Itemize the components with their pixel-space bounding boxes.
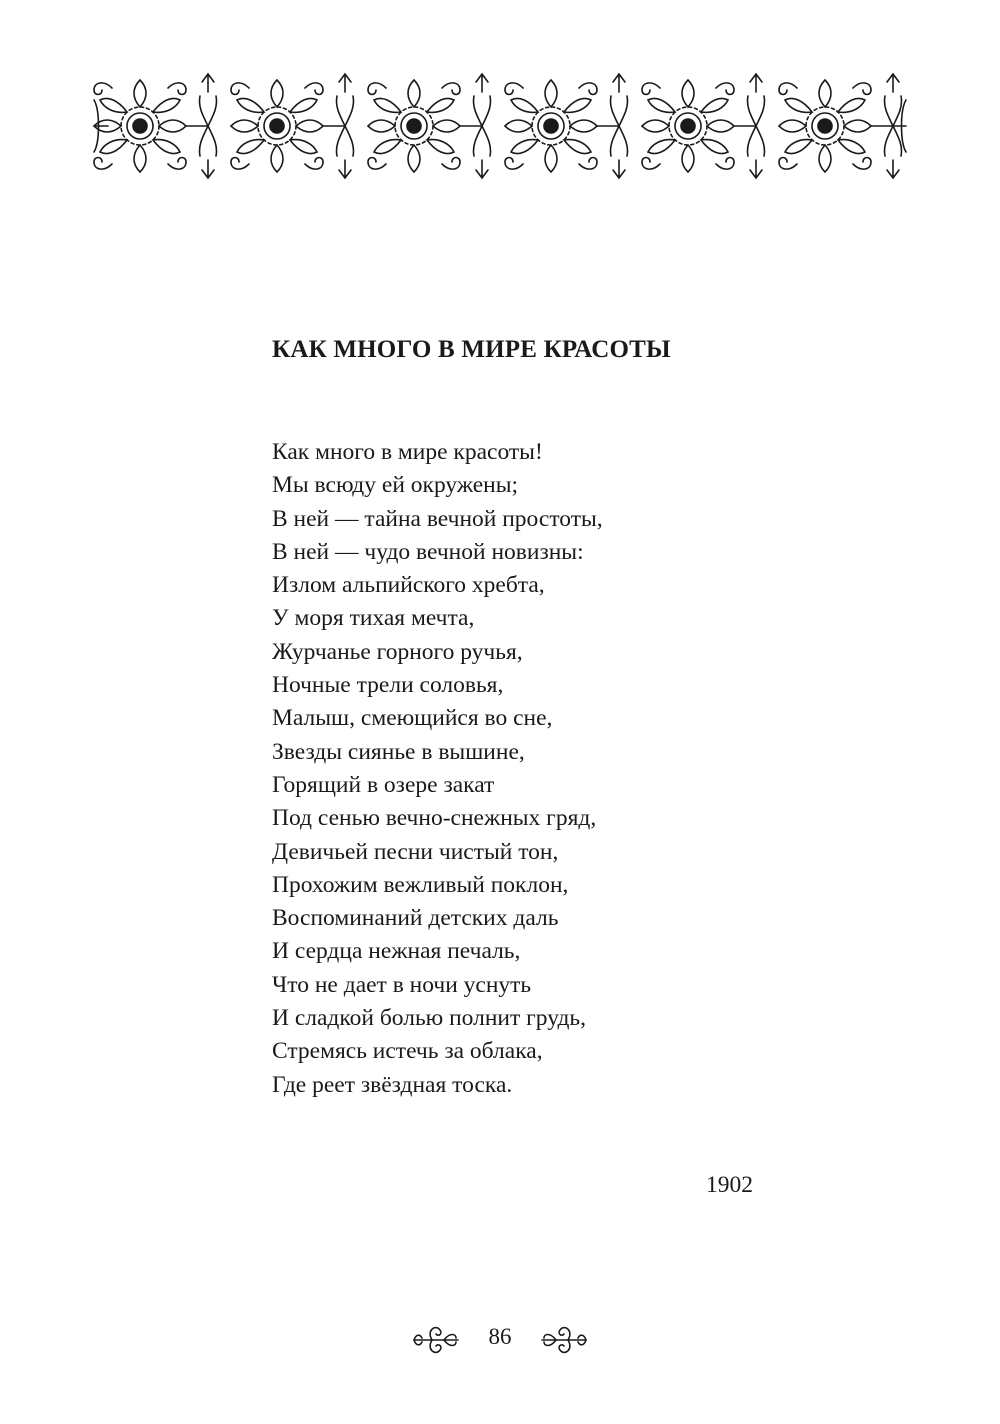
poem-line: Звезды сиянье в вышине, [272, 738, 525, 765]
poem-line: В ней — тайна вечной простоты, [272, 505, 603, 532]
poem-line: Стремясь истечь за облака, [272, 1038, 543, 1065]
poem-line: И сладкой болью полнит грудь, [272, 1005, 587, 1032]
poem-title: КАК МНОГО В МИРЕ КРАСОТЫ [272, 336, 671, 363]
poem-date: 1902 [706, 1172, 753, 1198]
poem-line: Воспоминаний детских даль [272, 905, 559, 932]
poem-line: Горящий в озере закат [272, 771, 495, 798]
poem-line: Мы всюду ей окружены; [272, 472, 519, 499]
poem-body [272, 436, 603, 1102]
header-ornament-band [90, 70, 910, 182]
scroll-flourish-icon [538, 1322, 590, 1358]
poem-line: Под сенью вечно-снежных гряд, [272, 805, 597, 832]
poem-line: Ночные трели соловья, [272, 672, 504, 699]
page-number: 86 [488, 1324, 512, 1349]
poem-line: Журчанье горного ручья, [272, 638, 523, 665]
poem-line: И сердца нежная печаль, [272, 938, 521, 965]
poem-line: У моря тихая мечта, [272, 605, 475, 632]
poem-line: В ней — чудо вечной новизны: [272, 538, 584, 565]
poem-line: Излом альпийского хребта, [272, 572, 545, 599]
poem-line: Как много в мире красоты! [272, 439, 543, 465]
poem-line: Где реет звёздная тоска. [272, 1071, 513, 1098]
page-folio [410, 1320, 590, 1360]
poem-line: Малыш, смеющийся во сне, [272, 705, 553, 732]
poem-line: Прохожим вежливый поклон, [272, 871, 569, 898]
poem-line: Что не дает в ночи уснуть [272, 971, 532, 998]
poem-line: Девичьей песни чистый тон, [272, 838, 559, 865]
floral-ornament-band-icon [90, 70, 910, 182]
